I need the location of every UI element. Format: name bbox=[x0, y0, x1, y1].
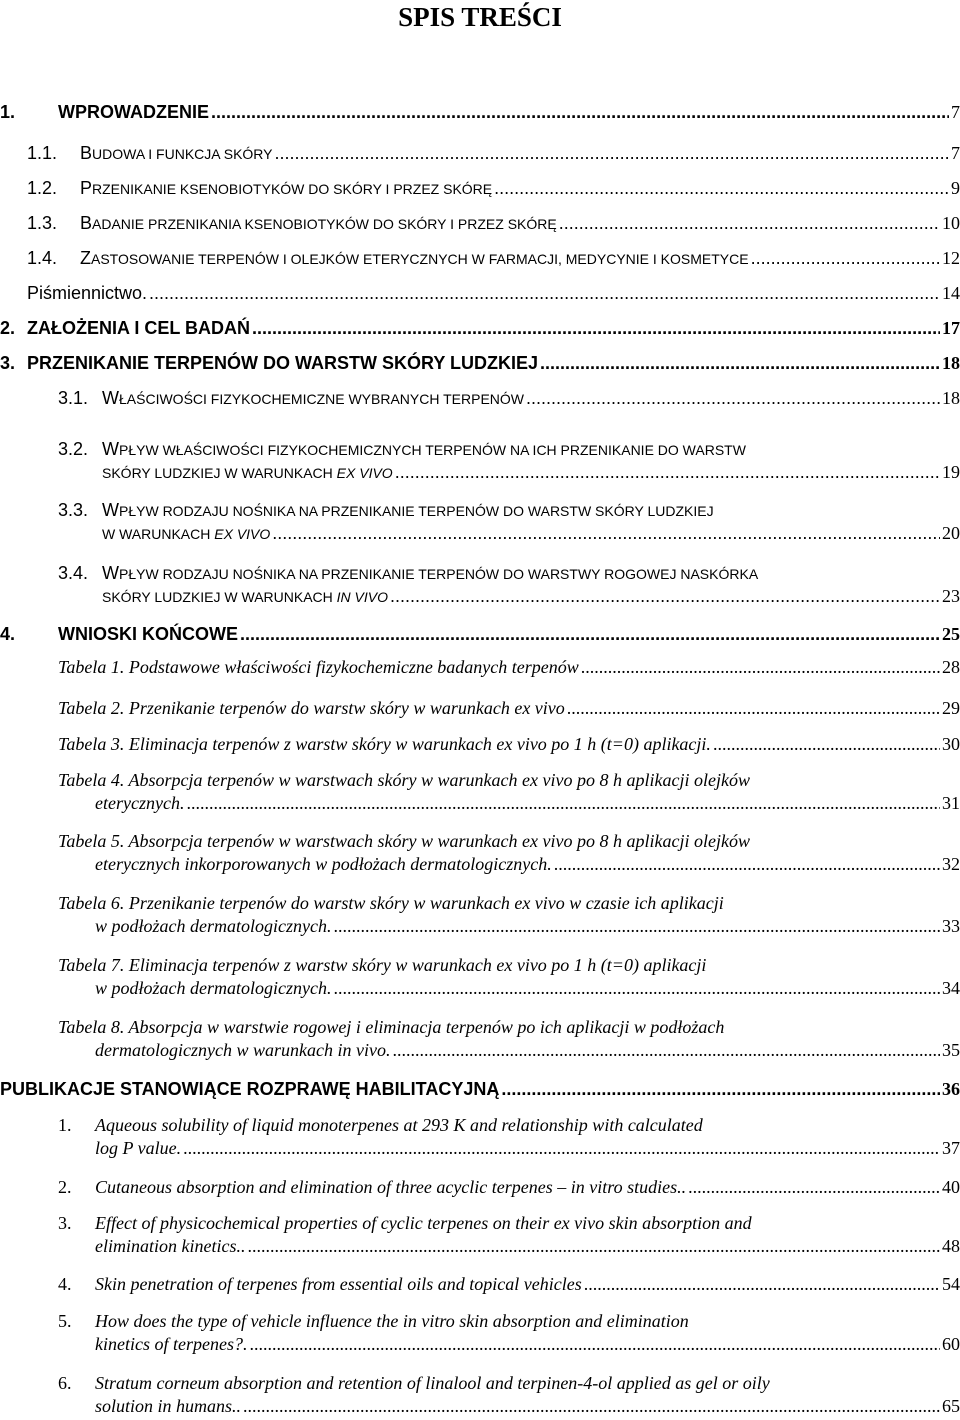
toc-entry-3-1[interactable] bbox=[58, 388, 960, 409]
toc-table-7[interactable] bbox=[58, 955, 960, 999]
entry-label-line2: SKÓRY LUDZKIEJ W WARUNKACH bbox=[102, 589, 337, 605]
toc-publication-1[interactable] bbox=[58, 1115, 960, 1159]
leader-dots bbox=[713, 734, 940, 755]
entry-number: 2. bbox=[0, 318, 16, 338]
leader-dots bbox=[252, 318, 940, 339]
entry-label-cap: W bbox=[102, 439, 119, 459]
entry-label: WPROWADZENIE bbox=[58, 102, 209, 122]
entry-label: ASTOSOWANIE TERPENÓW I OLEJKÓW ETERYCZNYCH W FARMACJI, MEDYCYNIE I KOSMETYCE bbox=[91, 251, 749, 267]
leader-dots bbox=[395, 462, 940, 483]
publication-number: 6. bbox=[58, 1373, 72, 1393]
table-page: 28 bbox=[942, 657, 960, 677]
entry-label-cap: B bbox=[80, 213, 93, 233]
entry-label: ZAŁOŻENIA I CEL BADAŃ bbox=[27, 318, 250, 338]
leader-dots bbox=[584, 1274, 940, 1295]
publication-page: 37 bbox=[942, 1138, 960, 1158]
entry-number: 4. bbox=[0, 624, 16, 644]
publication-title-line2: kinetics of terpenes?. bbox=[95, 1334, 248, 1354]
leader-dots bbox=[186, 793, 940, 814]
toc-entry-3-3[interactable] bbox=[58, 500, 960, 544]
table-title-line2: w podłożach dermatologicznych. bbox=[95, 916, 332, 936]
entry-label: UDOWA I FUNKCJA SKÓRY bbox=[92, 146, 273, 162]
table-page: 29 bbox=[942, 698, 960, 718]
leader-dots bbox=[567, 698, 940, 719]
leader-dots bbox=[554, 854, 940, 875]
leader-dots bbox=[249, 1334, 940, 1355]
entry-number: 1.1. bbox=[27, 143, 58, 163]
entry-number: 3. bbox=[0, 353, 16, 373]
publication-page: 54 bbox=[942, 1274, 960, 1294]
toc-publications-heading[interactable] bbox=[0, 1079, 960, 1100]
publication-number: 5. bbox=[58, 1311, 72, 1331]
toc-publication-5[interactable] bbox=[58, 1311, 960, 1355]
toc-table-5[interactable] bbox=[58, 831, 960, 875]
table-title: Podstawowe właściwości fizykochemiczne badanych terpenów bbox=[128, 657, 579, 677]
leader-dots bbox=[333, 916, 940, 937]
table-label: Tabela 3. bbox=[58, 734, 125, 754]
table-label: Tabela 8. bbox=[58, 1017, 125, 1037]
publication-title-line1: Aqueous solubility of liquid monoterpenes at 293 K and relationship with calculated bbox=[95, 1115, 703, 1135]
table-title-line2: w podłożach dermatologicznych. bbox=[95, 978, 332, 998]
table-title-line1: Przenikanie terpenów do warstw skóry w warunkach ex vivo w czasie ich aplikacji bbox=[128, 893, 724, 913]
entry-label-cap: W bbox=[102, 500, 119, 520]
entry-number: 1.2. bbox=[27, 178, 58, 198]
leader-dots bbox=[243, 1396, 940, 1417]
table-page: 33 bbox=[942, 916, 960, 936]
leader-dots bbox=[688, 1177, 940, 1198]
toc-entry-references[interactable] bbox=[27, 283, 960, 304]
publication-title-line1: How does the type of vehicle influence the in vitro skin absorption and elimination bbox=[95, 1311, 689, 1331]
entry-number: 3.3. bbox=[58, 500, 89, 520]
table-title-line1: Eliminacja terpenów z warstw skóry w warunkach ex vivo po 1 h (t=0) aplikacji bbox=[128, 955, 707, 975]
publication-title-line2: log P value. bbox=[95, 1138, 182, 1158]
entry-label-line2: W WARUNKACH bbox=[102, 526, 215, 542]
toc-publication-6[interactable] bbox=[58, 1373, 960, 1417]
entry-label-cap: B bbox=[80, 143, 93, 163]
entry-page: 14 bbox=[942, 283, 960, 303]
entry-label-cap: Z bbox=[80, 248, 91, 268]
entry-label-cap: W bbox=[102, 563, 119, 583]
toc-entry-4[interactable] bbox=[0, 624, 960, 645]
toc-entry-3-4[interactable] bbox=[58, 563, 960, 607]
entry-label: Piśmiennictwo. bbox=[27, 283, 148, 303]
entry-label-cap: P bbox=[80, 178, 93, 198]
publication-page: 60 bbox=[942, 1334, 960, 1354]
publication-title-line2: elimination kinetics.. bbox=[95, 1236, 246, 1256]
entry-label: ADANIE PRZENIKANIA KSENOBIOTYKÓW DO SKÓRY I PRZEZ SKÓRĘ bbox=[92, 216, 557, 232]
table-label: Tabela 6. bbox=[58, 893, 125, 913]
toc-entry-1[interactable] bbox=[0, 102, 960, 123]
entry-page: 19 bbox=[942, 462, 960, 482]
table-title-line1: Absorpcja w warstwie rogowej i eliminacja terpenów po ich aplikacji w podłożach bbox=[128, 1017, 725, 1037]
entry-page: 20 bbox=[942, 523, 960, 543]
table-title: Eliminacja terpenów z warstw skóry w warunkach ex vivo po 1 h (t=0) aplikacji. bbox=[128, 734, 711, 754]
leader-dots bbox=[149, 283, 940, 304]
entry-page: 23 bbox=[942, 586, 960, 606]
entry-label-cap: W bbox=[102, 388, 119, 408]
publication-title-line1: Effect of physicochemical properties of cyclic terpenes on their ex vivo skin absorption and bbox=[95, 1213, 752, 1233]
table-title-line1: Absorpcja terpenów w warstwach skóry w warunkach ex vivo po 8 h aplikacji olejków bbox=[128, 831, 750, 851]
table-label: Tabela 4. bbox=[58, 770, 125, 790]
publications-heading-label: PUBLIKACJE STANOWIĄCE ROZPRAWĘ HABILITACYJNĄ bbox=[0, 1079, 500, 1099]
leader-dots bbox=[581, 657, 940, 678]
entry-label: WNIOSKI KOŃCOWE bbox=[58, 624, 238, 644]
publication-title-line2: solution in humans.. bbox=[95, 1396, 242, 1416]
publication-title: Cutaneous absorption and elimination of three acyclic terpenes – in vitro studies.. bbox=[95, 1177, 687, 1197]
entry-number: 1.4. bbox=[27, 248, 58, 268]
publication-page: 65 bbox=[942, 1396, 960, 1416]
entry-label-line1: PŁYW RODZAJU NOŚNIKA NA PRZENIKANIE TERPENÓW DO WARSTWY ROGOWEJ NASKÓRKA bbox=[119, 566, 759, 582]
entry-label-italic: IN VIVO bbox=[336, 589, 389, 605]
publication-number: 1. bbox=[58, 1115, 72, 1135]
entry-label-line1: PŁYW RODZAJU NOŚNIKA NA PRZENIKANIE TERPENÓW DO WARSTW SKÓRY LUDZKIEJ bbox=[119, 503, 714, 519]
entry-label-line1: PŁYW WŁAŚCIWOŚCI FIZYKOCHEMICZNYCH TERPENÓW NA ICH PRZENIKANIE DO WARSTW bbox=[119, 442, 746, 458]
table-title-line1: Absorpcja terpenów w warstwach skóry w warunkach ex vivo po 8 h aplikacji olejków bbox=[128, 770, 750, 790]
leader-dots bbox=[540, 353, 940, 374]
toc-table-3[interactable] bbox=[58, 734, 960, 755]
toc-table-6[interactable] bbox=[58, 893, 960, 937]
toc-entry-3[interactable] bbox=[0, 353, 960, 374]
table-page: 34 bbox=[942, 978, 960, 998]
table-page: 32 bbox=[942, 854, 960, 874]
entry-page: 7 bbox=[951, 143, 960, 163]
publication-number: 3. bbox=[58, 1213, 72, 1233]
leader-dots bbox=[494, 178, 949, 199]
table-page: 30 bbox=[942, 734, 960, 754]
leader-dots bbox=[272, 523, 940, 544]
leader-dots bbox=[559, 213, 940, 234]
leader-dots bbox=[392, 1040, 940, 1061]
page-title: SPIS TREŚCI bbox=[398, 2, 562, 32]
toc-table-2[interactable] bbox=[58, 698, 960, 719]
table-title-line2: eterycznych inkorporowanych w podłożach dermatologicznych. bbox=[95, 854, 552, 874]
entry-number: 1. bbox=[0, 102, 16, 122]
toc-entry-3-2[interactable] bbox=[58, 439, 960, 483]
toc-entry-1-4[interactable] bbox=[27, 248, 960, 269]
toc-table-4[interactable] bbox=[58, 770, 960, 814]
table-label: Tabela 7. bbox=[58, 955, 125, 975]
table-title-line2: dermatologicznych w warunkach in vivo. bbox=[95, 1040, 391, 1060]
leader-dots bbox=[751, 248, 940, 269]
table-title-line2: eterycznych. bbox=[95, 793, 185, 813]
leader-dots bbox=[526, 388, 940, 409]
table-page: 35 bbox=[942, 1040, 960, 1060]
entry-page: 18 bbox=[942, 388, 960, 408]
table-label: Tabela 5. bbox=[58, 831, 125, 851]
entry-label-italic: EX VIVO bbox=[336, 465, 393, 481]
entry-label: ŁAŚCIWOŚCI FIZYKOCHEMICZNE WYBRANYCH TERPENÓW bbox=[119, 391, 524, 407]
table-title: Przenikanie terpenów do warstw skóry w warunkach ex vivo bbox=[128, 698, 565, 718]
toc-table-1[interactable] bbox=[58, 657, 960, 678]
leader-dots bbox=[275, 143, 950, 164]
entry-page: 7 bbox=[951, 102, 960, 122]
toc-publication-3[interactable] bbox=[58, 1213, 960, 1257]
publication-page: 40 bbox=[942, 1177, 960, 1197]
entry-label-italic: EX VIVO bbox=[214, 526, 271, 542]
entry-number: 1.3. bbox=[27, 213, 58, 233]
publication-title: Skin penetration of terpenes from essential oils and topical vehicles bbox=[95, 1274, 582, 1294]
entry-page: 12 bbox=[942, 248, 960, 268]
toc-publication-4[interactable] bbox=[58, 1274, 960, 1295]
leader-dots bbox=[390, 586, 940, 607]
entry-label-line2: SKÓRY LUDZKIEJ W WARUNKACH bbox=[102, 465, 337, 481]
toc-entry-1-1[interactable] bbox=[27, 143, 960, 164]
entry-page: 9 bbox=[951, 178, 960, 198]
publication-page: 48 bbox=[942, 1236, 960, 1256]
leader-dots bbox=[501, 1079, 940, 1100]
toc-publication-2[interactable] bbox=[58, 1177, 960, 1198]
toc-entry-1-3[interactable] bbox=[27, 213, 960, 234]
entry-label: PRZENIKANIE TERPENÓW DO WARSTW SKÓRY LUDZKIEJ bbox=[27, 353, 539, 373]
entry-number: 3.2. bbox=[58, 439, 89, 459]
leader-dots bbox=[333, 978, 940, 999]
publication-number: 2. bbox=[58, 1177, 72, 1197]
leader-dots bbox=[183, 1138, 940, 1159]
publication-number: 4. bbox=[58, 1274, 72, 1294]
entry-page: 25 bbox=[942, 624, 960, 644]
publications-heading-page: 36 bbox=[942, 1079, 960, 1099]
entry-page: 18 bbox=[942, 353, 960, 373]
table-page: 31 bbox=[942, 793, 960, 813]
table-label: Tabela 2. bbox=[58, 698, 125, 718]
entry-page: 17 bbox=[942, 318, 960, 338]
entry-number: 3.4. bbox=[58, 563, 89, 583]
table-label: Tabela 1. bbox=[58, 657, 125, 677]
leader-dots bbox=[211, 102, 949, 123]
toc-entry-1-2[interactable] bbox=[27, 178, 960, 199]
publication-title-line1: Stratum corneum absorption and retention of linalool and terpinen-4-ol applied as gel or oily bbox=[95, 1373, 770, 1393]
entry-page: 10 bbox=[942, 213, 960, 233]
leader-dots bbox=[240, 624, 940, 645]
entry-label: RZENIKANIE KSENOBIOTYKÓW DO SKÓRY I PRZEZ SKÓRĘ bbox=[92, 181, 493, 197]
toc-table-8[interactable] bbox=[58, 1017, 960, 1061]
entry-number: 3.1. bbox=[58, 388, 89, 408]
leader-dots bbox=[247, 1236, 940, 1257]
toc-entry-2[interactable] bbox=[0, 318, 960, 339]
